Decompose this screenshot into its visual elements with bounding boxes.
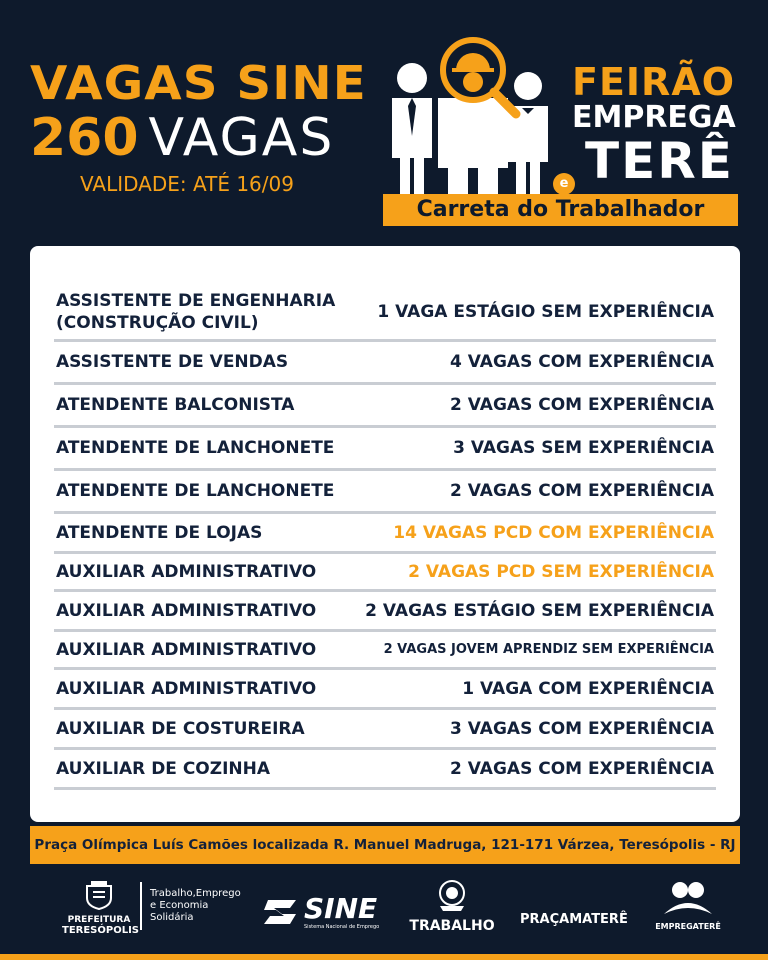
job-role: ATENDENTE BALCONISTA	[56, 395, 295, 415]
trabalho-label: TRABALHO	[409, 918, 495, 934]
headline-vagas-sine: VAGAS SINE	[30, 56, 367, 110]
job-vacancy-info: 14 VAGAS PCD COM EXPERIÊNCIA	[393, 522, 714, 543]
job-vacancy-info: 3 VAGAS COM EXPERIÊNCIA	[450, 718, 714, 739]
footer-logos	[0, 872, 768, 952]
empregatere-logo	[650, 880, 726, 931]
event-title-emprega: EMPREGA	[572, 100, 736, 135]
job-vacancy-info: 2 VAGAS COM EXPERIÊNCIA	[450, 481, 714, 501]
job-row	[54, 750, 716, 790]
job-role: AUXILIAR ADMINISTRATIVO	[56, 561, 317, 582]
prefeitura-label: PREFEITURA	[67, 915, 131, 925]
event-title-feirao: FEIRÃO	[572, 60, 736, 104]
job-row	[54, 632, 716, 670]
job-vacancy-info: 1 VAGA ESTÁGIO SEM EXPERIÊNCIA	[377, 301, 714, 322]
prefeitura-town: TERESÓPOLIS	[62, 925, 140, 936]
job-row	[54, 710, 716, 750]
job-role: AUXILIAR DE COZINHA	[56, 758, 271, 779]
job-row	[54, 428, 716, 471]
job-role: ATENDENTE DE LOJAS	[56, 522, 263, 543]
job-list	[54, 284, 716, 790]
job-row	[54, 284, 716, 342]
vacancy-count-number: 260	[30, 108, 139, 168]
job-role: AUXILIAR DE COSTUREIRA	[56, 718, 305, 739]
bottom-accent-bar	[0, 954, 768, 960]
secretaria-label	[150, 888, 241, 924]
empregatere-label: EMPREGATERÊ	[655, 922, 721, 931]
secretaria-line: Solidária	[150, 912, 194, 923]
job-vacancy-info: 2 VAGAS COM EXPERIÊNCIA	[450, 758, 714, 779]
city-crest-icon	[83, 880, 115, 910]
job-row	[54, 385, 716, 428]
trabalho-logo	[406, 878, 498, 934]
sine-logo	[264, 892, 384, 932]
job-vacancy-info: 4 VAGAS COM EXPERIÊNCIA	[450, 352, 714, 372]
job-vacancy-info: 1 VAGA COM EXPERIÊNCIA	[462, 678, 714, 699]
job-vacancy-info: 2 VAGAS ESTÁGIO SEM EXPERIÊNCIA	[365, 600, 714, 621]
carreta-banner: Carreta do Trabalhador	[383, 194, 738, 226]
validity-date: VALIDADE: ATÉ 16/09	[80, 172, 294, 196]
event-address: Praça Olímpica Luís Camões localizada R. Manuel Madruga, 121-171 Várzea, Teresópolis - RJ	[30, 826, 740, 864]
job-role: ATENDENTE DE LANCHONETE	[56, 481, 335, 501]
secretaria-line: Trabalho,Emprego	[150, 888, 241, 899]
job-row	[54, 670, 716, 710]
secretaria-line: e Economia	[150, 900, 209, 911]
sine-subtitle: Sistema Nacional de Emprego	[304, 924, 380, 930]
empregatere-icon	[660, 880, 716, 916]
job-row	[54, 514, 716, 554]
job-vacancy-info: 2 VAGAS PCD SEM EXPERIÊNCIA	[408, 561, 714, 582]
pracamatere-logo: PRAÇAMATERÊ	[520, 912, 628, 927]
job-vacancy-info: 2 VAGAS JOVEM APRENDIZ SEM EXPERIÊNCIA	[383, 642, 714, 657]
job-role: ASSISTENTE DE ENGENHARIA (CONSTRUÇÃO CIVIL)	[56, 290, 336, 333]
prefeitura-logo	[62, 880, 140, 936]
job-role: ATENDENTE DE LANCHONETE	[56, 438, 335, 458]
job-row	[54, 342, 716, 385]
sine-wordmark: SINE	[304, 892, 378, 925]
job-vacancy-info: 3 VAGAS SEM EXPERIÊNCIA	[453, 438, 714, 458]
event-title-tere: TERÊ	[585, 132, 734, 190]
job-role: AUXILIAR ADMINISTRATIVO	[56, 678, 317, 699]
coat-of-arms-icon	[437, 878, 467, 912]
job-row	[54, 471, 716, 514]
people-magnifier-icon	[378, 30, 578, 200]
vacancy-count-word: VAGAS	[148, 108, 335, 168]
job-row	[54, 592, 716, 632]
headline-vacancy-count	[30, 108, 334, 168]
job-list-card	[30, 246, 740, 822]
sine-s-icon	[264, 894, 300, 930]
job-vacancy-info: 2 VAGAS COM EXPERIÊNCIA	[450, 395, 714, 415]
job-role: AUXILIAR ADMINISTRATIVO	[56, 600, 317, 621]
job-role: ASSISTENTE DE VENDAS	[56, 352, 289, 372]
event-connector-badge: e	[553, 173, 575, 195]
job-row	[54, 554, 716, 592]
job-role: AUXILIAR ADMINISTRATIVO	[56, 639, 317, 660]
footer-divider	[140, 882, 142, 930]
